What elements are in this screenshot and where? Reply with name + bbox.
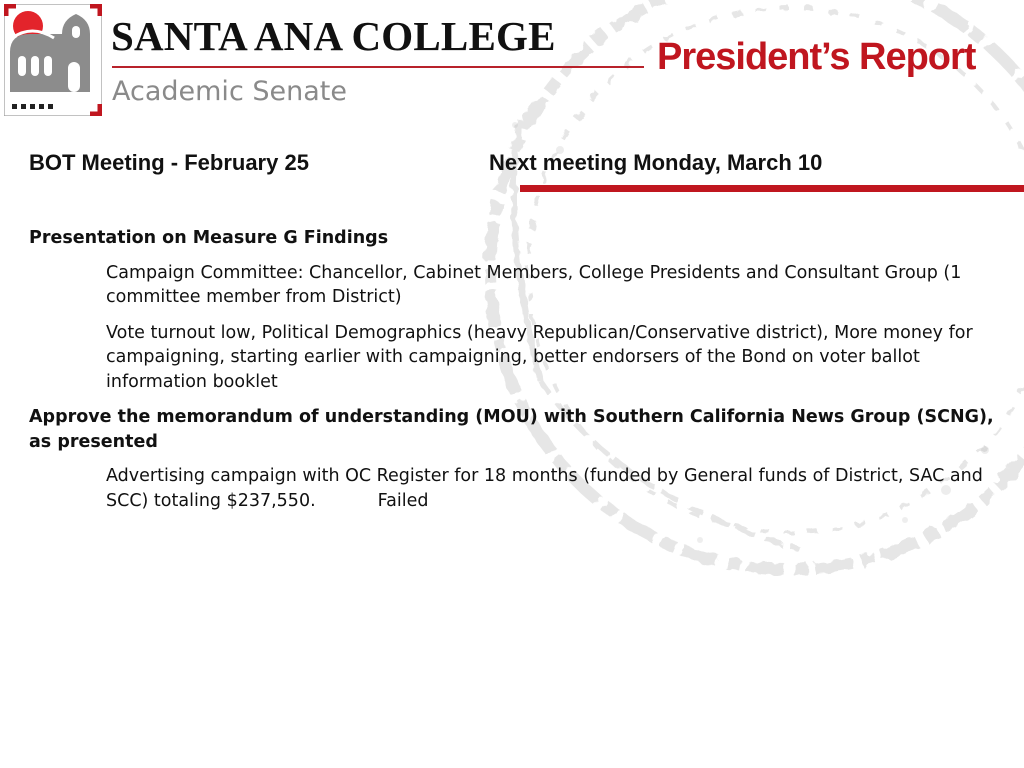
section-item-text: Advertising campaign with OC Register for 18 months (funded by General funds of District, SAC and SCC) totaling $237,550. <box>106 466 983 511</box>
mission-building-logo-icon <box>4 4 102 116</box>
section-item <box>106 464 999 513</box>
header-divider <box>112 66 644 68</box>
status-text: Failed <box>377 490 429 511</box>
report-body <box>29 226 999 524</box>
section-item: Vote turnout low, Political Demographics (heavy Republican/Conservative district), More money for campaigning, starting earlier with campaigning, better endorsers of the Bond on voter ballot information booklet <box>106 322 973 392</box>
college-name: SANTA ANA COLLEGE <box>111 13 556 59</box>
accent-bar <box>520 185 1024 192</box>
senate-name: Academic Senate <box>112 76 347 107</box>
section-heading: Approve the memorandum of understanding (MOU) with Southern California News Group (SCNG), as presented <box>29 407 994 452</box>
section-item: Campaign Committee: Chancellor, Cabinet Members, College Presidents and Consultant Group (1 committee member from District) <box>106 262 962 307</box>
report-title: President’s Report <box>657 36 976 78</box>
current-meeting: BOT Meeting - February 25 <box>29 150 309 175</box>
section-heading: Presentation on Measure G Findings <box>29 228 389 248</box>
blank-area <box>0 576 1024 768</box>
next-meeting: Next meeting Monday, March 10 <box>489 150 823 175</box>
